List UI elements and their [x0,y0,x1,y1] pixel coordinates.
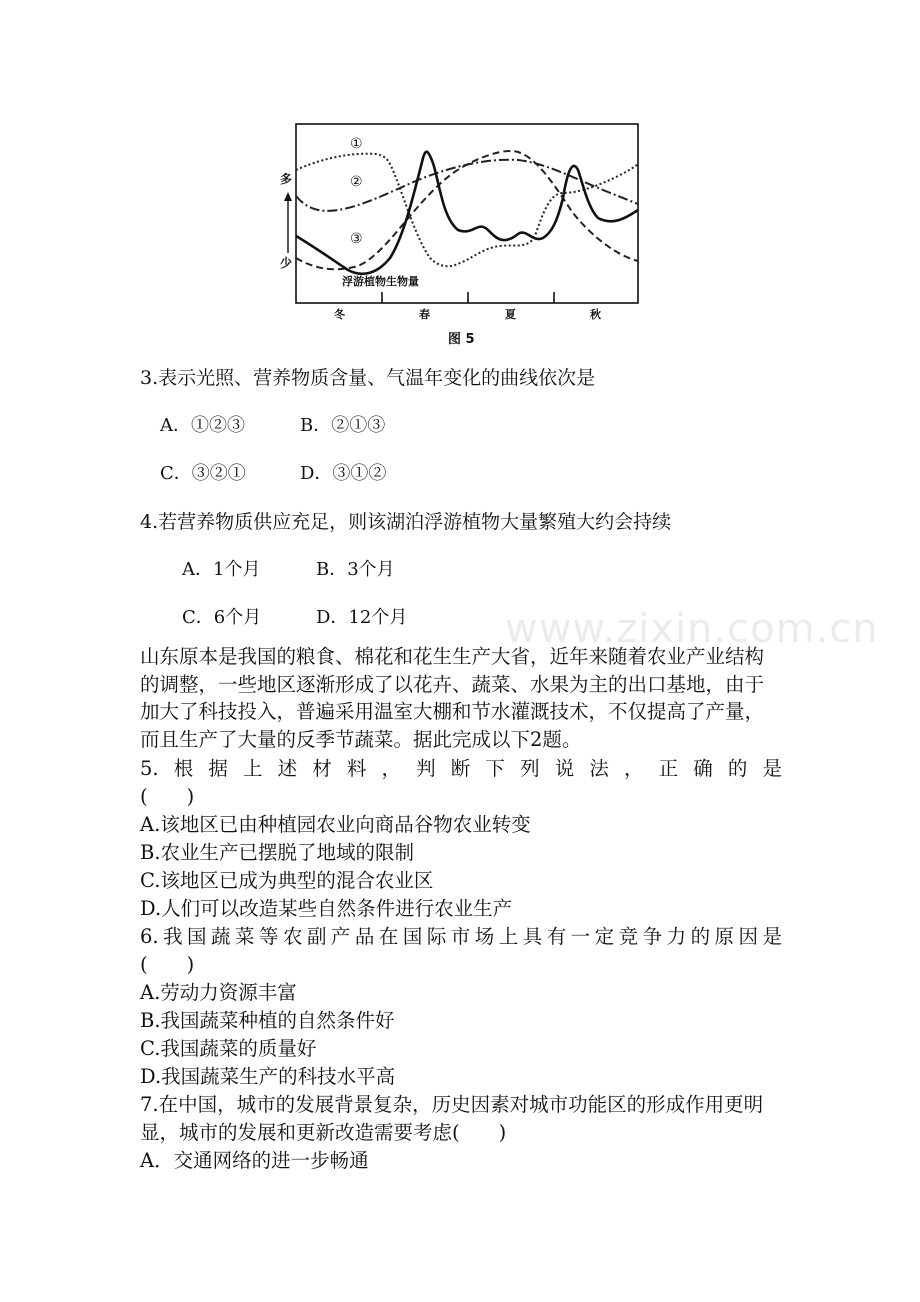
curve-1-label: ① [350,136,363,152]
season-autumn: 秋 [590,308,601,321]
curve-2-line [296,160,638,211]
q3-option-a: A．①②③ [160,415,245,436]
q6-option-d: D.我国蔬菜生产的科技水平高 [140,1065,396,1088]
q4-option-d: D．12个月 [316,607,408,628]
q5-option-c: C.该地区已成为典型的混合农业区 [140,869,434,892]
q5-option-b: B.农业生产已摆脱了地域的限制 [140,841,415,864]
curve-1-line [296,154,638,267]
curve-2-label: ② [350,174,363,190]
season-winter: 冬 [334,308,345,321]
figure-caption: 图 5 [448,332,475,347]
biomass-line [296,152,638,274]
q5-paren: ( ) [140,785,195,808]
q7-option-a: A．交通网络的进一步畅通 [140,1149,369,1172]
q3-option-c: C．③②① [160,463,246,484]
y-axis-arrow-head [284,192,292,201]
q5-option-a: A.该地区已由种植园农业向商品谷物农业转变 [140,813,531,836]
q6-option-c: C.我国蔬菜的质量好 [140,1037,317,1060]
q5-stem: 5.根据上述材料，判断下列说法，正确的是 [140,757,782,780]
q4-stem: 4.若营养物质供应充足，则该湖泊浮游植物大量繁殖大约会持续 [140,511,672,533]
material-paragraph: 山东原本是我国的粮食、棉花和花生生产大省，近年来随着农业产业结构的调整，一些地区逐渐形成了以花卉、蔬菜、水果为主的出口基地，由于加大了科技投入，普遍采用温室大棚和节水灌溉技术，不仅提高了产量，而且生产了大量的反季节蔬菜。据此完成以下2题。 [140,645,765,751]
figure-5 [278,118,648,346]
curve-3-label: ③ [350,231,363,247]
series-label: 浮游植物生物量 [342,275,419,288]
q6-stem: 6.我国蔬菜等农副产品在国际市场上具有一定竞争力的原因是 [140,925,782,948]
q4-option-a: A．1个月 [182,559,261,580]
q3-stem: 3.表示光照、营养物质含量、气温年变化的曲线依次是 [140,367,596,389]
q4-option-c: C．6个月 [182,607,262,628]
y-label-less: 少 [280,256,293,270]
q3-option-b: B．②①③ [300,415,386,436]
q4-option-b: B．3个月 [316,559,395,580]
curve-3-line [296,151,638,269]
watermark: www.zixin.com.cn [505,606,879,652]
q6-option-a: A.劳动力资源丰富 [140,981,297,1004]
season-spring: 春 [419,308,430,321]
q5-option-d: D.人们可以改造某些自然条件进行农业生产 [140,897,513,920]
q6-paren: ( ) [140,953,195,976]
q6-option-b: B.我国蔬菜种植的自然条件好 [140,1009,395,1032]
season-summer: 夏 [505,308,516,321]
y-label-more: 多 [280,172,293,186]
q7-stem: 7.在中国，城市的发展背景复杂，历史因素对城市功能区的形成作用更明显，城市的发展和更新改造需要考虑( ) [140,1093,764,1144]
q3-option-d: D．③①② [300,463,387,484]
